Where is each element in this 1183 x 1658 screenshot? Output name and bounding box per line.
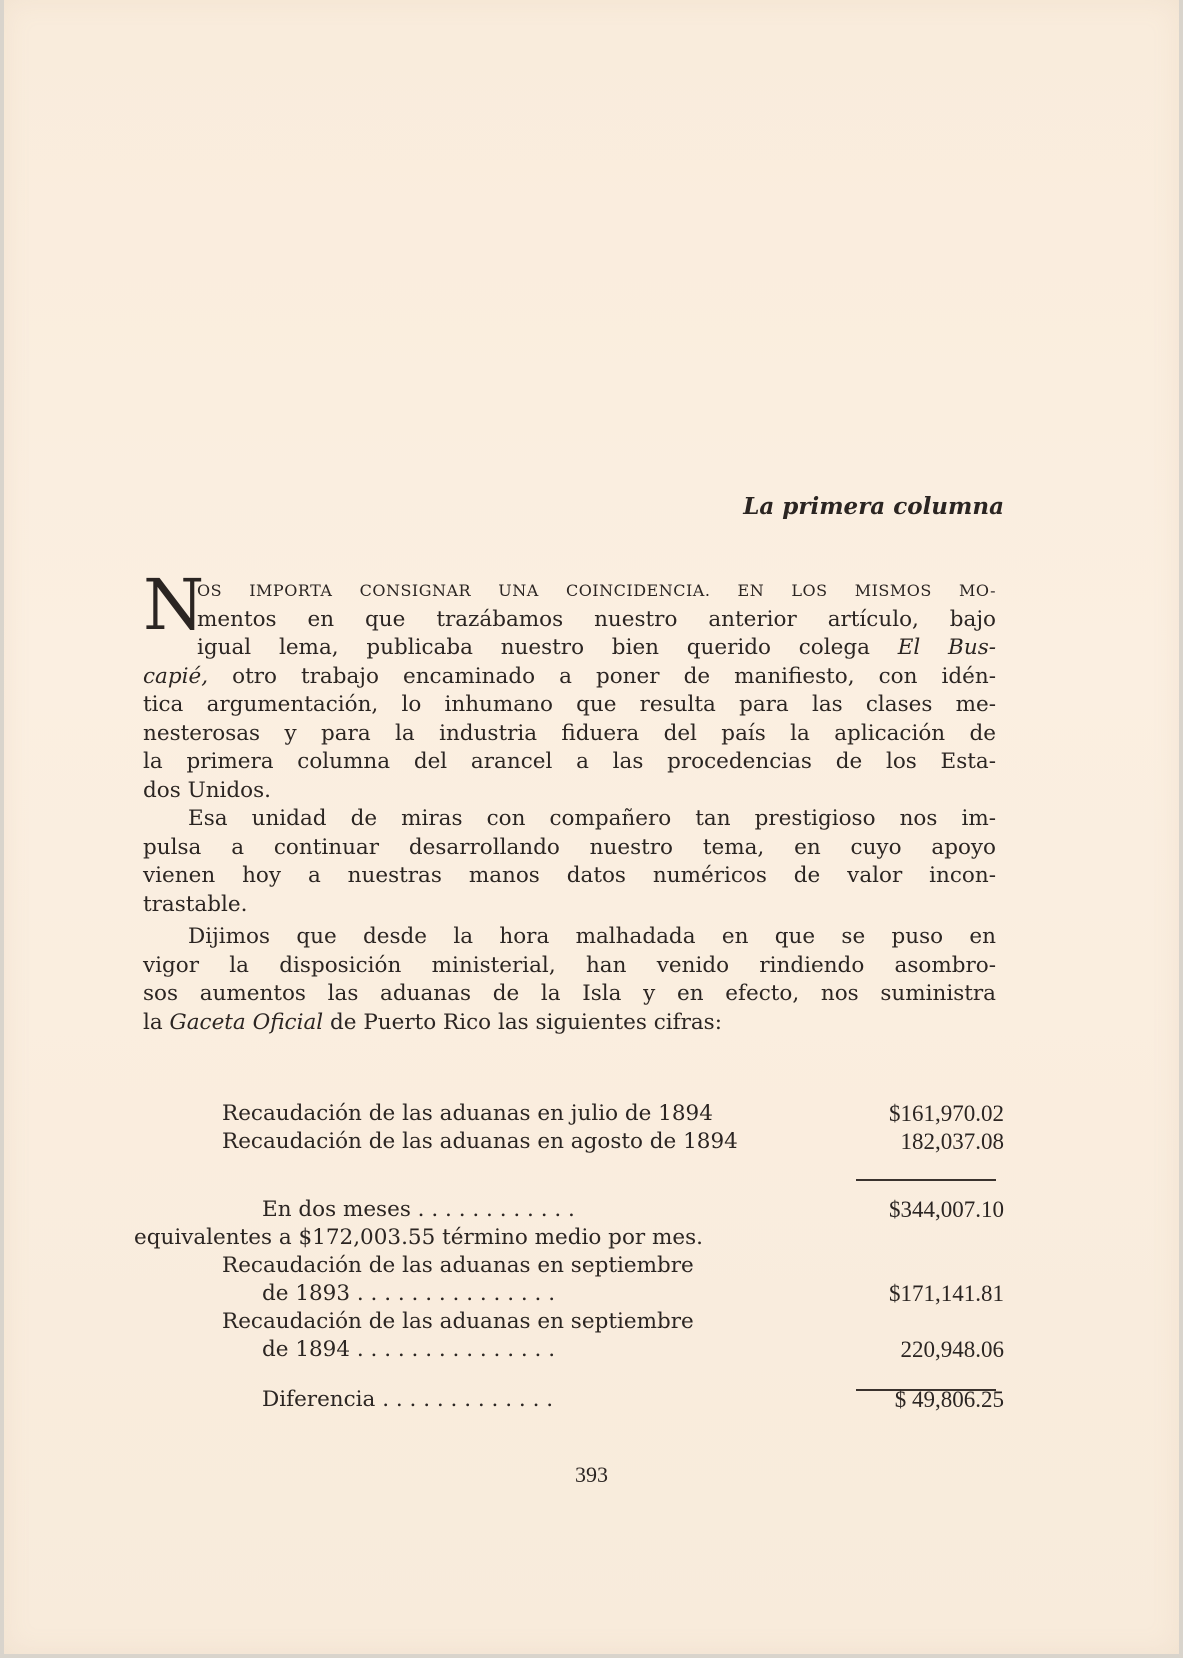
paragraph-1-line-6: nesterosas y para la industria fiduera del país la aplicación de <box>143 720 996 746</box>
paragraph-3-line-3: sos aumentos las aduanas de la Isla y en efecto, nos suministra <box>143 981 996 1006</box>
paragraph-2-line-4: trastable. <box>143 891 248 917</box>
paragraph-1-line-4 <box>143 663 996 692</box>
paragraph-1-line-3 <box>143 634 996 663</box>
ledger-label: de 1894 . . . . . . . . . . . . . . . <box>262 1337 556 1362</box>
paragraph-1-line-5: tica argumentación, lo inhumano que resulta para las clases me- <box>143 692 996 717</box>
paragraph-3-line-2: vigor la disposición ministerial, han venido rindiendo asombro- <box>143 952 996 978</box>
paragraph-3 <box>143 923 996 1037</box>
sum-rule <box>856 1179 996 1181</box>
article-body <box>143 564 996 1037</box>
gazette-name: Gaceta Oficial <box>169 1009 324 1035</box>
line-4-start: la <box>143 1009 170 1035</box>
paragraph-3-line-1: Dijimos que desde la hora malhadada en que se puso en <box>188 924 996 949</box>
ledger-row-difference <box>134 1387 1004 1415</box>
ledger-amount: $344,007.10 <box>889 1197 1004 1222</box>
paragraph-2-line-1: Esa unidad de miras con compañero tan prestigioso nos im- <box>188 806 996 831</box>
paragraph-1-line-1: OS IMPORTA CONSIGNAR UNA COINCIDENCIA. EN LOS MISMOS MO- <box>197 581 996 600</box>
paragraph-1-line-7: la primera columna del arancel a las procedencias de los Esta- <box>143 749 996 774</box>
ledger-label: Recaudación de las aduanas en septiembre <box>222 1309 694 1334</box>
ledger-row-sept-1893 <box>134 1281 1004 1309</box>
ledger-row-two-months <box>134 1197 1004 1225</box>
line-4-end: de Puerto Rico las siguientes cifras: <box>323 1009 722 1035</box>
ledger-amount: 220,948.06 <box>900 1337 1004 1362</box>
paragraph-1-line-2: mentos en que trazábamos nuestro anterior artículo, bajo <box>197 606 996 632</box>
ledger-label: Diferencia . . . . . . . . . . . . . <box>262 1387 554 1412</box>
paragraph-1-line-8: dos Unidos. <box>143 777 271 803</box>
line-4-text: otro trabajo encaminado a poner de manifiesto, con idén- <box>208 663 996 689</box>
ledger-amount: $ 49,806.25 <box>894 1387 1004 1412</box>
newspaper-name-part-1: El Bus- <box>897 635 996 660</box>
page-number: 393 <box>575 1462 608 1487</box>
line-3-text: igual lema, publicaba nuestro bien querido colega <box>197 635 898 660</box>
book-page <box>4 0 1179 1654</box>
ledger-row-monthly-average <box>134 1225 1004 1253</box>
ledger-row-sept-1893-label <box>134 1253 1004 1281</box>
ledger-label: Recaudación de las aduanas en septiembre <box>222 1253 694 1278</box>
ledger-amount: $171,141.81 <box>889 1281 1004 1306</box>
section-title: La primera columna <box>743 493 1004 520</box>
ledger-row-sept-1894 <box>134 1337 1004 1365</box>
paragraph-2-line-2: pulsa a continuar desarrollando nuestro tema, en cuyo apoyo <box>143 834 996 860</box>
paragraph-1 <box>143 564 996 805</box>
ledger-label: de 1893 . . . . . . . . . . . . . . . <box>262 1281 556 1306</box>
ledger-label: En dos meses . . . . . . . . . . . . <box>262 1197 575 1222</box>
ledger-label: Recaudación de las aduanas en agosto de 1894 <box>222 1129 738 1154</box>
customs-revenue-table <box>134 1101 1004 1415</box>
paragraph-2 <box>143 805 996 919</box>
newspaper-name-part-2: capié, <box>143 663 209 689</box>
ledger-label: Recaudación de las aduanas en julio de 1894 <box>222 1101 713 1126</box>
ledger-row-july <box>134 1101 1004 1129</box>
paragraph-3-line-4 <box>143 1009 996 1038</box>
paragraph-2-line-3: vienen hoy a nuestras manos datos numéricos de valor incon- <box>143 863 996 888</box>
ledger-amount: 182,037.08 <box>900 1129 1004 1154</box>
ledger-row-august <box>134 1129 1004 1157</box>
ledger-row-sept-1894-label <box>134 1309 1004 1337</box>
ledger-amount: $161,970.02 <box>889 1101 1004 1126</box>
ledger-label: equivalentes a $172,003.55 término medio por mes. <box>134 1225 703 1250</box>
drop-cap: N <box>143 564 205 646</box>
